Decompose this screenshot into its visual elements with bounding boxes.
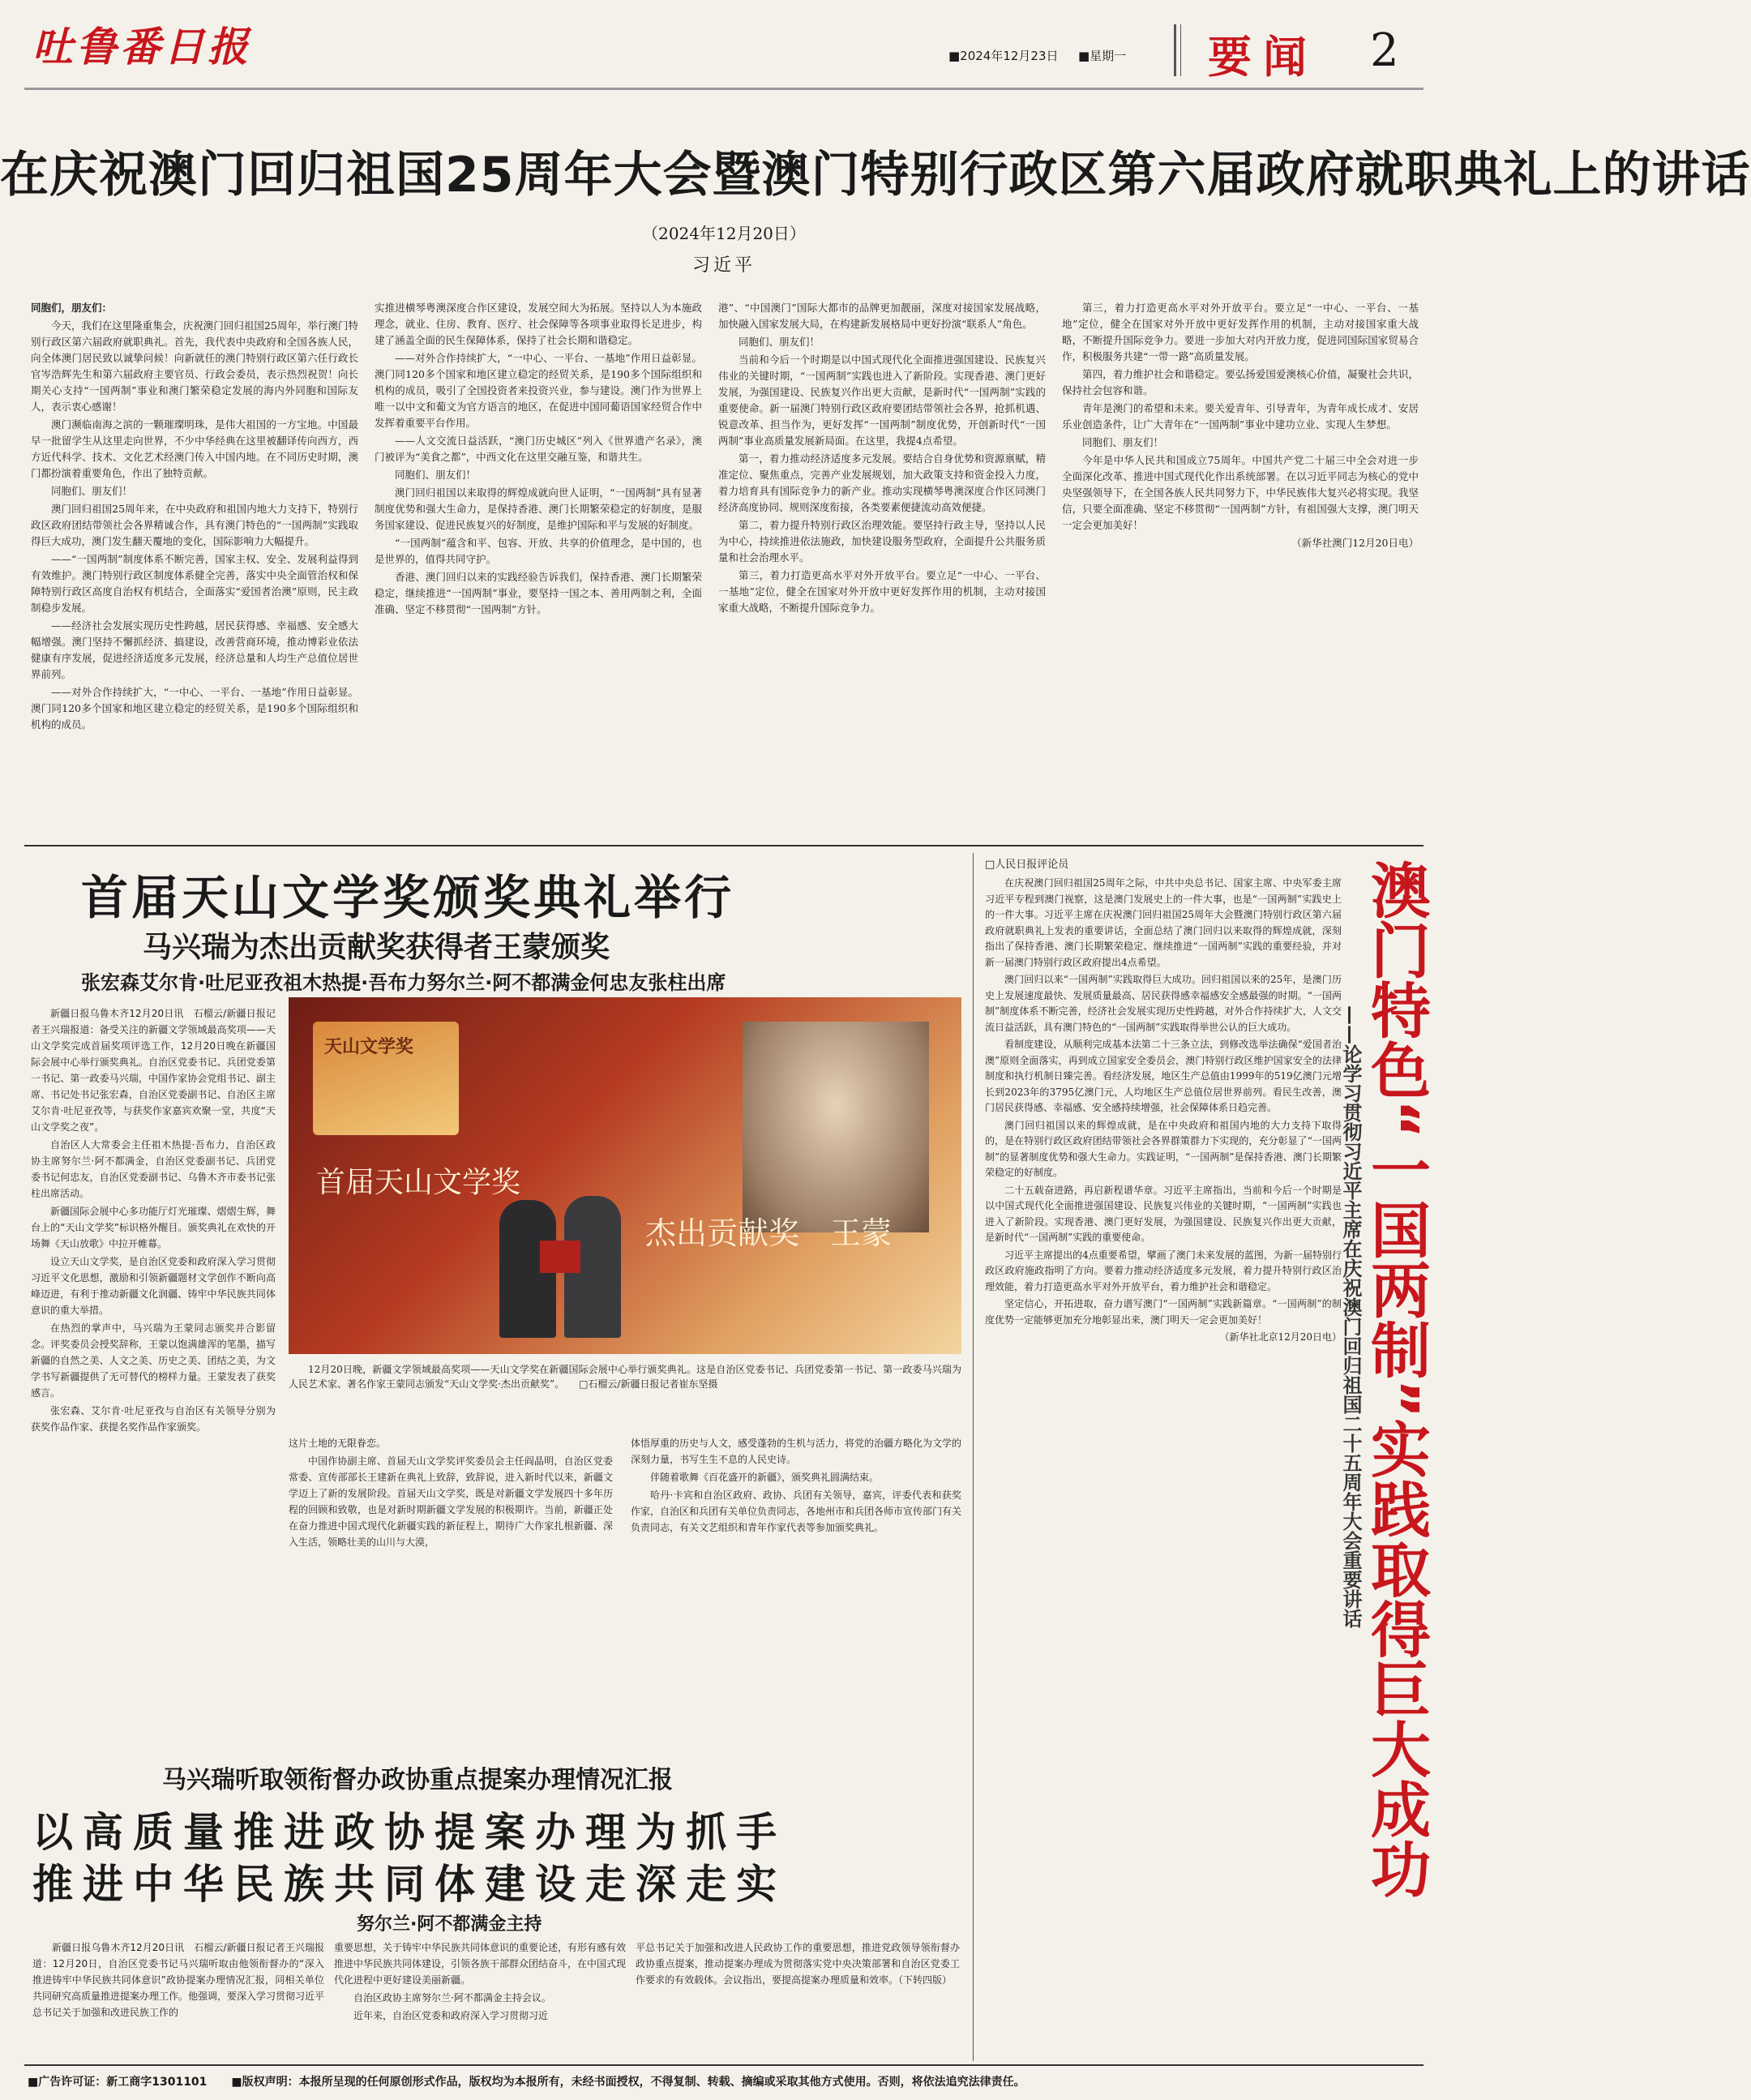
paragraph: 新疆日报乌鲁木齐12月20日讯 石榴云/新疆日报记者王兴瑞报道：备受关注的新疆文学领域最高奖项——天山文学奖完成首届奖项评选工作，12月20日晚在新疆国际会展中心举行颁奖典礼。自治区党委书记、兵团党委第一书记、第一政委马兴瑞，中国作家协会党组书记、副主席、书记处书记张宏森，自治区党委副书记、自治区主席艾尔肯·吐尼亚孜等，与获奖作家嘉宾欢聚一堂，共度“天山文学奖之夜”。 — [31, 1008, 276, 1133]
paragraph: 澳门回归祖国以来取得的辉煌成就向世人证明，“一国两制”具有显著制度优势和强大生命力，是保持香港、澳门长期繁荣稳定的好制度，是服务国家建设、促进民族复兴的好制度，是维护国际和平与发展的好制度。 — [375, 486, 702, 531]
paragraph: 澳门回归祖国25周年来，在中央政府和祖国内地大力支持下，特别行政区政府团结带领社会各界精诚合作，具有澳门特色的“一国两制”实践取得巨大成功，澳门发生翻天覆地的变化，国际影响力大幅提升。 — [31, 503, 358, 547]
speech-author: 习近平 — [691, 255, 756, 276]
story2-column-1 — [31, 1005, 276, 1723]
story3-column-1 — [32, 1939, 324, 2061]
commentary-body — [985, 876, 1342, 2027]
copyright-notice: ■版权声明：本报所呈现的任何原创形式作品，版权均为本报所有，未经书面授权，不得复制、转载、摘编或采取其他方式使用。否则，将依法追究法律责任。 — [231, 2076, 1025, 2089]
column-divider — [973, 853, 974, 2061]
section-divider — [24, 845, 1423, 846]
paragraph: 当前和今后一个时期是以中国式现代化全面推进强国建设、民族复兴伟业的关键时期，“一国两制”实践也进入了新阶段。实现香港、澳门更好发展，为强国建设、民族复兴作出更大贡献，是新时代“一国两制”实践的重要使命。新一届澳门特别行政区政府要团结带领社会各界，抢抓机遇、锐意改革、担当作为，更好发挥“一国两制”制度优势，开创新时代“一国两制”事业高质量发展新局面。在这里，我提4点希望。 — [718, 354, 1046, 447]
paragraph: 澳门回归祖国以来的辉煌成就，是在中央政府和祖国内地的大力支持下取得的，是在特别行政区政府团结带领社会各界群策群力下实现的，充分彰显了“一国两制”的显著制度优势和强大生命力。实践证明，“一国两制”是保持香港、澳门长期繁荣稳定的好制度。 — [985, 1119, 1342, 1178]
award-plaque — [313, 1022, 459, 1135]
story2-column-2 — [289, 1435, 613, 1678]
page-number: 2 — [1370, 24, 1399, 77]
paragraph: 二十五载奋进路，再启新程谱华章。习近平主席指出，当前和今后一个时期是以中国式现代化全面推进强国建设、民族复兴伟业的关键时期，“一国两制”实践也进入了新阶段。实现香港、澳门更好发展，为强国建设、民族复兴作出更大贡献，是新时代“一国两制”实践的重要使命。 — [985, 1184, 1342, 1243]
paragraph: 看制度建设，从顺利完成基本法第二十三条立法，到修改选举法确保“爱国者治澳”原则全面落实，再到成立国家安全委员会，澳门特别行政区维护国家安全的法律制度和执行机制日臻完善。看经济发展，地区生产总值由1999年的519亿澳门元增长到2023年的3795亿澳门元，人均地区生产总值位居世界前列。看民生改善，澳门居民获得感、幸福感、安全感持续增强，社会保障体系日趋完善。 — [985, 1039, 1342, 1113]
speech-date: （2024年12月20日） — [642, 224, 806, 243]
story3-kicker: 马兴瑞听取领衔督办政协重点提案办理情况汇报 — [162, 1766, 673, 1794]
paragraph: 新疆日报乌鲁木齐12月20日讯 石榴云/新疆日报记者王兴瑞报道：12月20日，自治区党委书记马兴瑞听取由他领衔督办的“深入推进铸牢中华民族共同体意识”政协提案办理情况汇报，同相关单位共同研究高质量推进提案办理工作。他强调，要深入学习贯彻习近平总书记关于加强和改进民族工作的 — [32, 1942, 325, 2018]
paragraph: 体悟厚重的历史与人文，感受蓬勃的生机与活力，将党的治疆方略化为文学的深刻力量，书写生生不息的人民史诗。 — [631, 1438, 962, 1465]
story3-host: 努尔兰·阿不都满金主持 — [357, 1914, 542, 1935]
paragraph: 青年是澳门的希望和未来。要关爱青年、引导青年，为青年成长成才、安居乐业创造条件，让广大青年在“一国两制”事业中建功立业、实现人生梦想。 — [1062, 402, 1419, 431]
issue-weekday: ■星期一 — [1078, 49, 1127, 63]
story2-attendees: 张宏森艾尔肯·吐尼亚孜祖木热提·吾布力努尔兰·阿不都满金何忠友张柱出席 — [81, 971, 726, 994]
award-ceremony-photo — [289, 997, 961, 1354]
paragraph: 今年是中华人民共和国成立75周年。中国共产党二十届三中全会对进一步全面深化改革、推进中国式现代化作出系统部署。在以习近平同志为核心的党中央坚强领导下，在全国各族人民共同努力下，中华民族伟大复兴必将实现。我坚信，只要全面准确、坚定不移贯彻“一国两制”方针，有祖国强大支撑，澳门明天一定会更加美好！ — [1062, 454, 1419, 531]
paragraph: 伴随着歌舞《百花盛开的新疆》，颁奖典礼圆满结束。 — [650, 1472, 880, 1483]
paragraph: 在庆祝澳门回归祖国25周年之际，中共中央总书记、国家主席、中央军委主席习近平专程到澳门视察，这是澳门发展史上的一件大事，也是“一国两制”实践史上的一件大事。习近平主席在庆祝澳门回归祖国25周年大会暨澳门特别行政区第六届政府就职典礼上发表的重要讲话，全面总结了澳门回归以来取得的辉煌成就，深刻指出了保持香港、澳门长期繁荣稳定、继续推进“一国两制”实践的重要经验，并对新一届澳门特别行政区政府提出4点希望。 — [985, 877, 1342, 968]
paragraph: 自治区政协主席努尔兰·阿不都满金主持会议。 — [353, 1992, 551, 2004]
paragraph: 同胞们、朋友们！ — [1082, 436, 1164, 448]
paragraph: ——对外合作持续扩大，“一中心、一平台、一基地”作用日益彰显。澳门同120多个国家和地区建立稳定的经贸关系，是190多个国际组织和机构的成员。 — [31, 686, 358, 731]
paragraph: ——人文交流日益活跃，“澳门历史城区”列入《世界遗产名录》，澳门被评为“美食之都”，中西文化在这里交融互鉴，和谐共生。 — [375, 435, 702, 463]
commentary-subtitle: ——论学习贯彻习近平主席在庆祝澳门回归祖国二十五周年大会重要讲话 — [1339, 1005, 1362, 1628]
paragraph: ——“一国两制”制度体系不断完善，国家主权、安全、发展利益得到有效维护。澳门特别行政区制度体系健全完善，落实中央全面管治权和保障特别行政区高度自治权有机结合，全面落实“爱国者治澳”原则，民主政制稳步发展。 — [31, 553, 358, 614]
paragraph: 香港、澳门回归以来的实践经验告诉我们，保持香港、澳门长期繁荣稳定，继续推进“一国两制”事业，要坚持一国之本、善用两制之利，全面准确、坚定不移贯彻“一国两制”方针。 — [375, 571, 702, 615]
paragraph: 实推进横琴粤澳深度合作区建设，发展空间大为拓展。坚持以人为本施政理念，就业、住房、教育、医疗、社会保障等各项事业取得长足进步，构建了涵盖全面的民生保障体系，保持了社会长期和谐稳定。 — [375, 302, 702, 346]
paragraph: 第四，着力维护社会和谐稳定。要弘扬爱国爱澳核心价值，凝聚社会共识，保持社会包容和谐。 — [1062, 368, 1419, 396]
speech-column-4 — [1062, 300, 1419, 837]
paragraph: 坚定信心，开拓进取，奋力谱写澳门“一国两制”实践新篇章。“一国两制”的制度优势一定能够更加充分地彰显出来，澳门明天一定会更加美好！ — [985, 1298, 1342, 1326]
paragraph: 这片土地的无限眷恋。 — [289, 1438, 387, 1449]
paragraph: 第一，着力推动经济适度多元发展。要结合自身优势和资源禀赋，精准定位、聚焦重点，完善产业发展规划，加大政策支持和资金投入力度，着力培育具有国际竞争力的新产业。推动实现横琴粤澳深度合作区同澳门经济高度协同、规则深度衔接，各类要素便捷流动高效便捷。 — [718, 452, 1046, 513]
paragraph: ——经济社会发展实现历史性跨越，居民获得感、幸福感、安全感大幅增强。澳门坚持不懈抓经济、搞建设，改善营商环境，推动博彩业依法健康有序发展，促进经济适度多元发展，经济总量和人均生产总值位居世界前列。 — [31, 619, 358, 680]
paragraph: 中国作协副主席、首届天山文学奖评奖委员会主任阎晶明，自治区党委常委、宣传部部长王建新在典礼上致辞，致辞说，进入新时代以来，新疆文学迈上了新的发展阶段。首届天山文学奖，既是对新疆文学发展四十多年历程的回顾和致敬，也是对新时期新疆文学发展的积极期许。当前，新疆正处在奋力推进中国式现代化新疆实践的新征程上，期待广大作家扎根新疆、深入生活，领略壮美的山川与大漠， — [289, 1455, 613, 1548]
story3-column-3 — [636, 1939, 960, 2061]
header-rule — [24, 88, 1423, 90]
award-certificate — [540, 1241, 580, 1273]
paragraph: 第三，着力打造更高水平对外开放平台。要立足“一中心、一平台、一基地”定位，健全在国家对外开放中更好发挥作用的机制，主动对接国家重大战略，不断提升国际竞争力。要进一步加大对内开放力度，促进同国际国家贸易合作，积极服务共建“一带一路”高质量发展。 — [1062, 302, 1419, 362]
paragraph: 港”、“中国澳门”国际大都市的品牌更加靓丽，深度对接国家发展战略，加快融入国家发展大局，在构建新发展格局中更好扮演“联系人”角色。 — [718, 302, 1046, 330]
paragraph: 平总书记关于加强和改进人民政协工作的重要思想，推进党政领导领衔督办政协重点提案，推动提案办理成为贯彻落实党中央决策部署和自治区党委工作要求的有效载体。会议指出，要提高提案办理质量和效率。（下转四版） — [636, 1942, 960, 1986]
plaque-text: 天山文学奖 — [324, 1036, 414, 1057]
ad-license: ■广告许可证：新工商字1301101 — [28, 2076, 208, 2089]
story2-column-3 — [631, 1435, 961, 1678]
paragraph: 同胞们、朋友们！ — [395, 469, 477, 481]
paragraph: 新疆国际会展中心多功能厅灯光璀璨、熠熠生辉，舞台上的“天山文学奖”标识格外醒目。颁奖典礼在欢快的开场舞《天山放歌》中拉开帷幕。 — [31, 1206, 276, 1249]
speech-title: 在庆祝澳门回归祖国25周年大会暨澳门特别行政区第六届政府就职典礼上的讲话 — [0, 147, 1751, 204]
paragraph: 近年来，自治区党委和政府深入学习贯彻习近 — [353, 2010, 549, 2021]
commentary-title: 澳门特色“一国两制”实践取得巨大成功 — [1361, 859, 1431, 1899]
paragraph: 在热烈的掌声中，马兴瑞为王蒙同志颁奖并合影留念。评奖委员会授奖辞称，王蒙以饱满雄浑的笔墨，描写新疆的自然之美、人文之美、历史之美、团结之美，为文学书写新疆提供了无可替代的榜样力量。王蒙发表了获奖感言。 — [31, 1322, 276, 1399]
photo-caption: 12月20日晚，新疆文学领域最高奖项——天山文学奖在新疆国际会展中心举行颁奖典礼。这是自治区党委书记、兵团党委第一书记、第一政委马兴瑞为人民艺术家、著名作家王蒙同志颁发“天山文学奖·杰出贡献奖”。 □石榴云/新疆日报记者崔东坚摄 — [289, 1364, 961, 1390]
issue-date: ■2024年12月23日 — [948, 49, 1059, 63]
paragraph: 第二，着力提升特别行政区治理效能。要坚持行政主导，坚持以人民为中心，持续推进依法施政，加快建设服务型政府，全面提升公共服务质量和社会治理水平。 — [718, 519, 1046, 564]
paragraph: 今天，我们在这里隆重集会，庆祝澳门回归祖国25周年，举行澳门特别行政区第六届政府就职典礼。首先，我代表中央政府和全国各族人民，向全体澳门居民致以诚挚问候！向新就任的澳门特别行政区第六任行政长官岑浩辉先生和第六届政府主要官员、行政会委员，表示热烈祝贺！向长期关心支持“一国两制”事业和澳门繁荣稳定发展的海内外同胞和国际友人，表示衷心感谢！ — [31, 319, 358, 413]
story3-column-2 — [334, 1939, 626, 2061]
paragraph: 哈丹·卡宾和自治区政府、政协、兵团有关领导，嘉宾，评委代表和获奖作家，自治区和兵团有关单位负责同志，各地州市和兵团各师市宣传部门有关负责同志，有关文艺组织和青年作家代表等参加颁奖典礼。 — [631, 1489, 962, 1533]
paragraph: “一国两制”蕴含和平、包容、开放、共享的价值理念，是中国的，也是世界的，值得共同守护。 — [375, 537, 702, 565]
banner-award-name: 首届天山文学奖 — [316, 1166, 521, 1199]
paragraph: 同胞们，朋友们： — [31, 302, 113, 314]
footer-bar — [28, 2065, 1422, 2098]
paragraph: 重要思想，关于铸牢中华民族共同体意识的重要论述，有形有感有效推进中华民族共同体建设，引领各族干部群众团结奋斗，在中国式现代化进程中更好建设美丽新疆。 — [334, 1942, 627, 1986]
story2-subtitle: 马兴瑞为杰出贡献奖获得者王蒙颁奖 — [143, 931, 610, 964]
story3-title-line1: 以高质量推进政协提案办理为抓手 — [32, 1808, 786, 1856]
paragraph: ——对外合作持续扩大，“一中心、一平台、一基地”作用日益彰显。澳门同120多个国家和地区建立稳定的经贸关系，是190多个国际组织和机构的成员，吸引了全国投资者来投资兴业，参与建设。澳门作为世界上唯一以中文和葡文为官方语言的地区，在促进中国同葡语国家经贸合作中发挥着重要平台作用。 — [375, 352, 702, 429]
portrait-screen — [743, 1022, 929, 1232]
paragraph: 同胞们、朋友们！ — [51, 485, 133, 497]
dateline: （新华社澳门12月20日电） — [1291, 537, 1419, 549]
paragraph: 同胞们、朋友们！ — [739, 336, 820, 348]
section-name: 要闻 — [1208, 32, 1318, 83]
story3-title-line2: 推进中华民族共同体建设走深走实 — [32, 1860, 786, 1908]
banner-winner: 杰出贡献奖 王蒙 — [645, 1215, 893, 1251]
paragraph: 澳门回归以来“一国两制”实践取得巨大成功。回归祖国以来的25年，是澳门历史上发展速度最快、发展质量最高、居民获得感幸福感安全感最强的时期。“一国两制”制度体系不断完善，经济社会发展实现历史性跨越，对外合作持续扩大，人文交流日益活跃，具有澳门特色的“一国两制”实践取得举世公认的巨大成功。 — [985, 974, 1342, 1033]
speech-column-3 — [718, 300, 1046, 837]
speech-column-2 — [375, 300, 702, 837]
paragraph: 设立天山文学奖，是自治区党委和政府深入学习贯彻习近平文化思想，激励和引领新疆题材文学创作不断向高峰迈进，有利于推动新疆文化润疆、铸牢中华民族共同体意识的重大举措。 — [31, 1256, 276, 1316]
paragraph: 第三，着力打造更高水平对外开放平台。要立足“一中心、一平台、一基地”定位，健全在国家对外开放中更好发挥作用的机制，主动对接国家重大战略，不断提升国际竞争力。 — [718, 569, 1046, 614]
masthead-logo: 吐鲁番日报 — [32, 23, 251, 71]
header-divider-thin — [1180, 24, 1181, 76]
paragraph: 习近平主席提出的4点重要希望，擘画了澳门未来发展的蓝图，为新一届特别行政区政府施政指明了方向。要着力推动经济适度多元发展，着力提升特别行政区治理效能，着力打造更高水平对外开放平台，着力维护社会和谐稳定。 — [985, 1249, 1342, 1292]
paragraph: 张宏森、艾尔肯·吐尼亚孜与自治区有关领导分别为获奖作品作家、获提名奖作品作家颁奖。 — [31, 1405, 276, 1433]
paragraph: 澳门濒临南海之滨的一颗璀璨明珠，是伟大祖国的一方宝地。中国最早一批留学生从这里走向世界，不少中华经典在这里被翻译传向西方，西方近代科学、技术、文化艺术经澳门传入中国内地。在不同历史时期，澳门都扮演着重要角色，作出了独特贡献。 — [31, 418, 358, 479]
story2-title: 首届天山文学奖颁奖典礼举行 — [81, 870, 735, 925]
paragraph: 自治区人大常委会主任祖木热提·吾布力，自治区政协主席努尔兰·阿不都满金，自治区党委副书记、兵团党委书记何忠友，自治区党委副书记、乌鲁木齐市委书记张柱出席活动。 — [31, 1139, 276, 1199]
commentary-source: □人民日报评论员 — [985, 859, 1069, 871]
speech-column-1 — [31, 300, 358, 837]
header-divider — [1174, 24, 1176, 76]
dateline: （新华社北京12月20日电） — [1219, 1331, 1342, 1343]
